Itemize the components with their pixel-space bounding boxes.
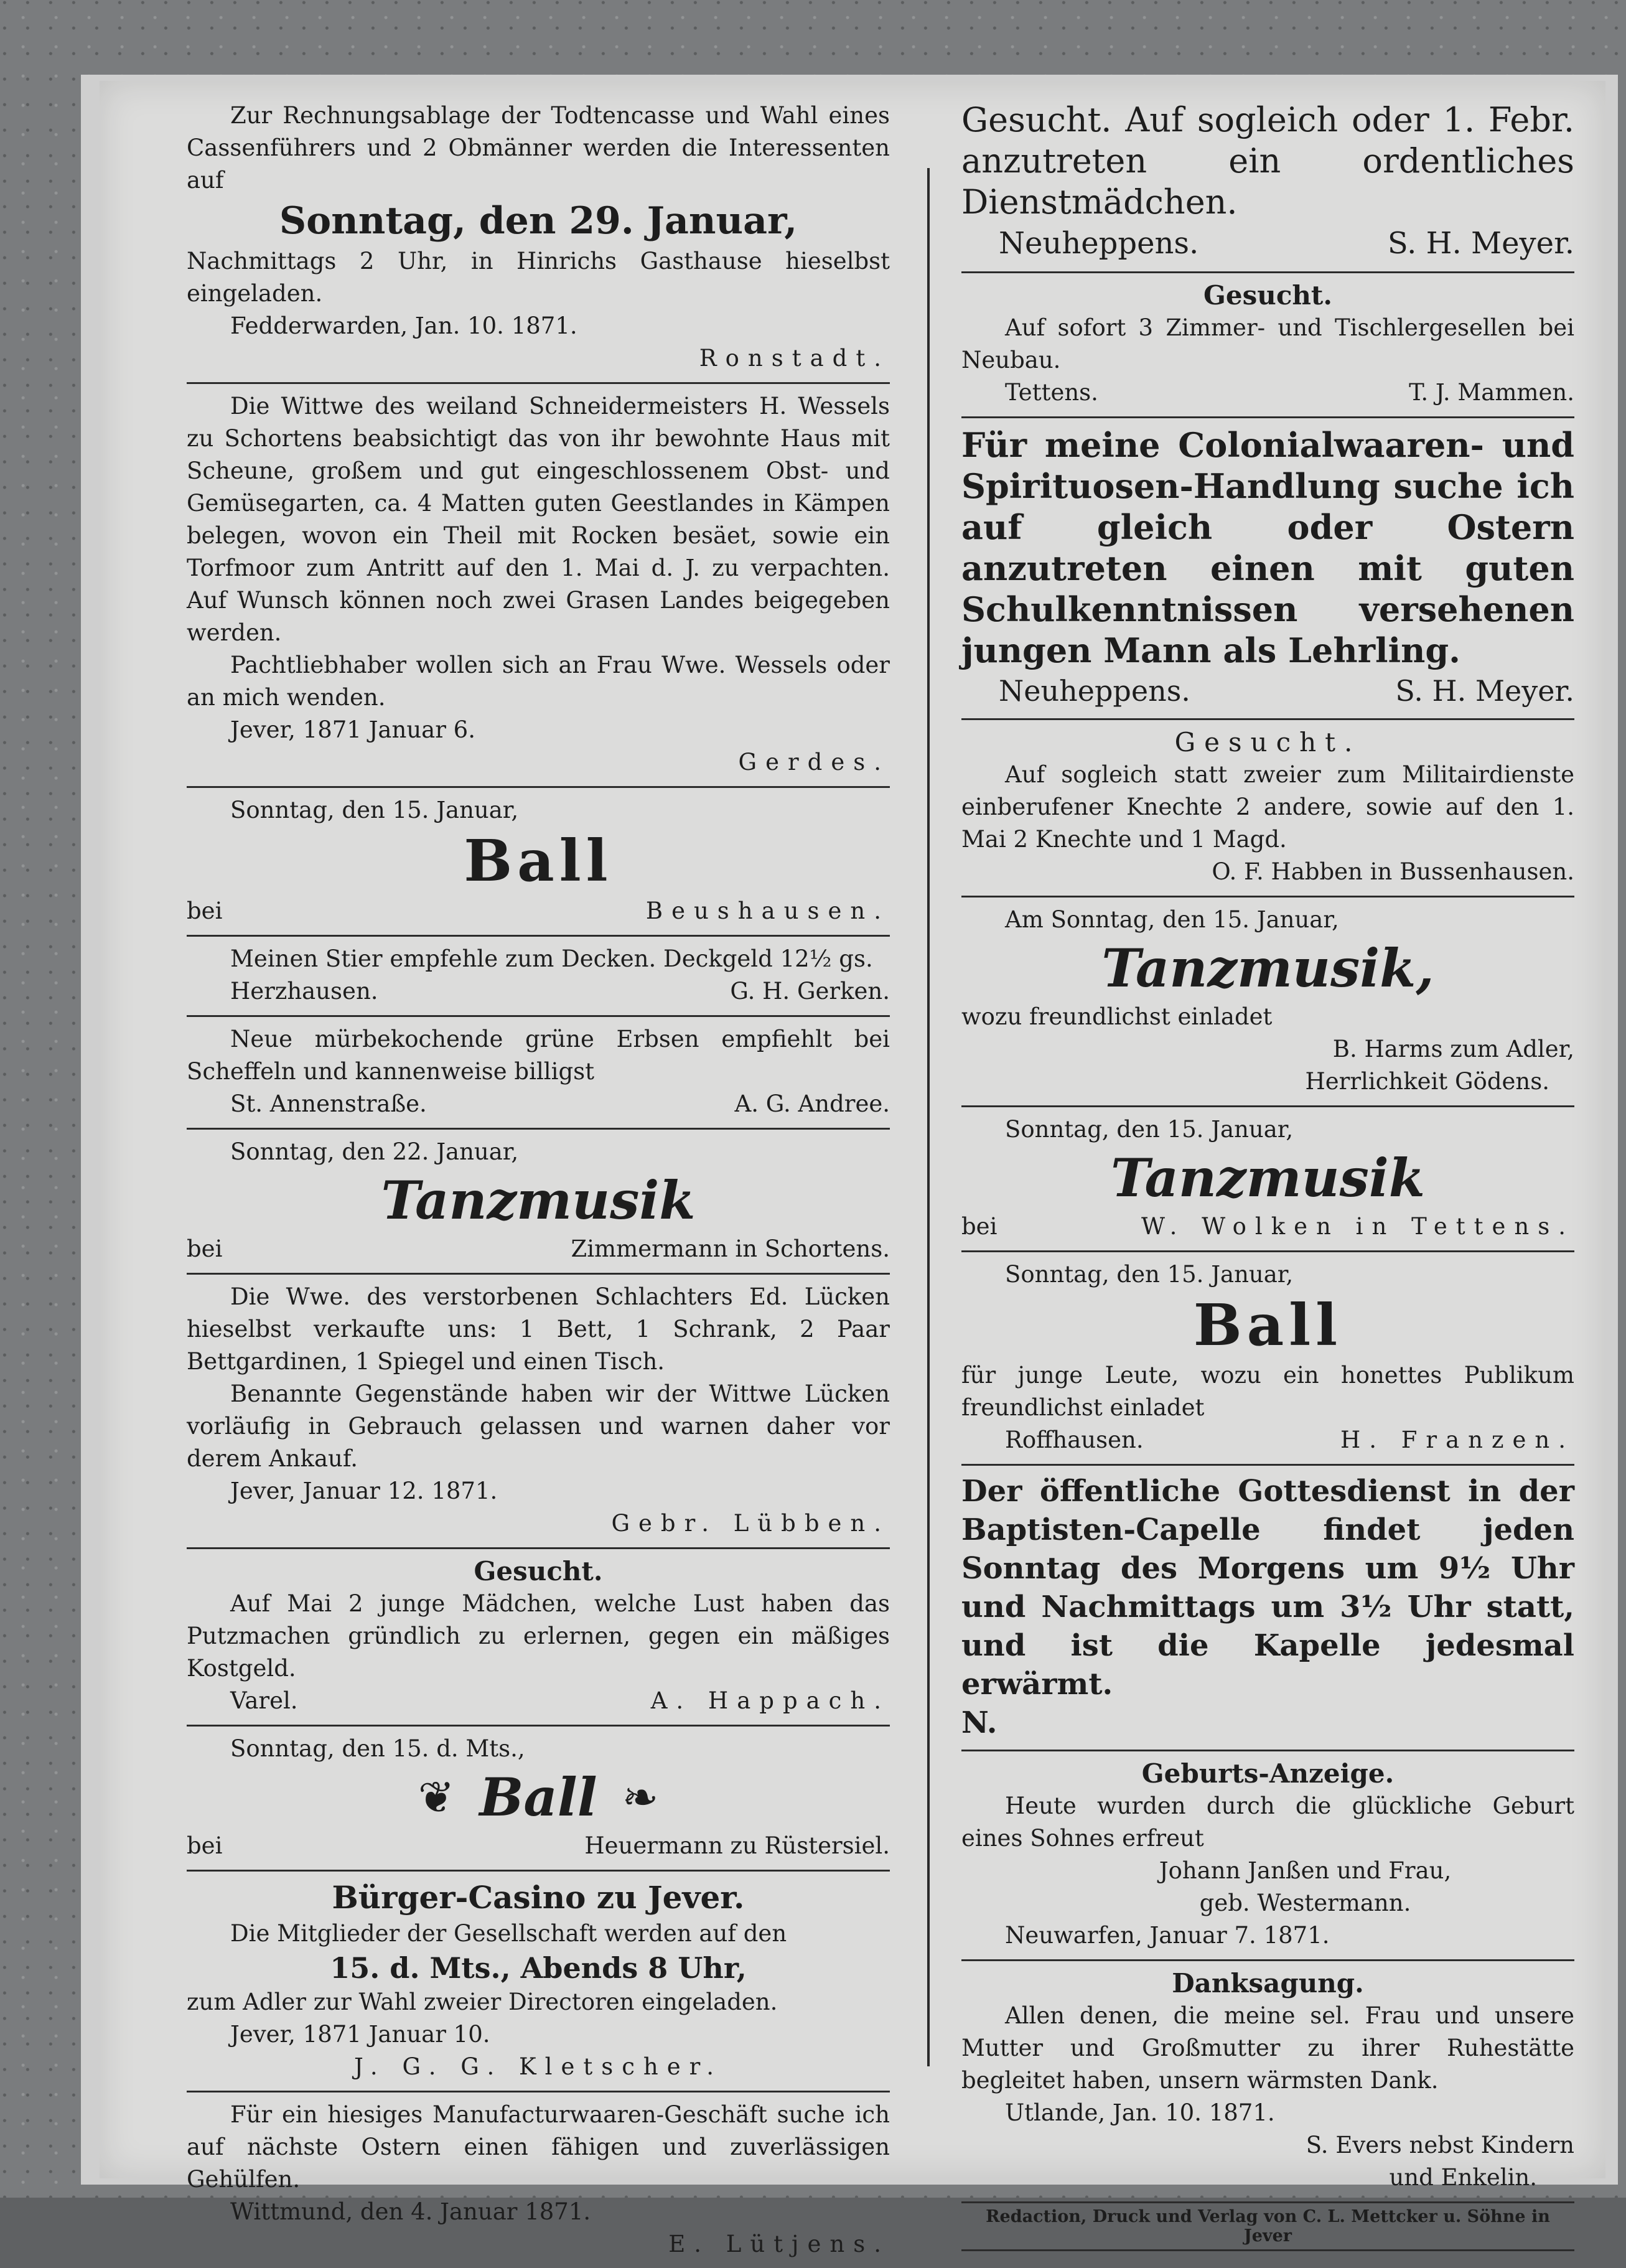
- ad-text: Neue mürbekochende grüne Erbsen empfiehlt bei Scheffeln und kannenweise billigst: [187, 1026, 890, 1085]
- signature: S. Evers nebst Kindern: [1306, 2132, 1574, 2158]
- ad-text: Pachtliebhaber wollen sich an Frau Wwe. Wessels oder an mich wenden.: [187, 652, 890, 711]
- place-signature-row: [961, 377, 1574, 409]
- signature: A. Happach.: [650, 1687, 890, 1714]
- ad-erbsen: [187, 1015, 890, 1128]
- place-signature-row: [961, 671, 1574, 711]
- signature: Gebr. Lübben.: [611, 1510, 890, 1537]
- signature-line-2: Herrlichkeit Gödens.: [1305, 1068, 1549, 1095]
- signature: E. Lütjens.: [668, 2231, 890, 2257]
- ad-text: Allen denen, die meine sel. Frau und unsere Mutter und Großmutter zu ihrer Ruhestätte begleitet haben, unsern wärmsten Dank.: [961, 2002, 1574, 2094]
- bei-label: bei: [961, 1213, 998, 1240]
- ad-todtencasse: [187, 93, 890, 382]
- event-host: Beushausen.: [645, 897, 890, 924]
- event-date: 15. d. Mts., Abends 8 Uhr,: [330, 1951, 747, 1985]
- left-flourish-icon: ❦: [418, 1772, 455, 1823]
- ad-geburts-anzeige: [961, 1750, 1574, 1959]
- place: Herzhausen.: [230, 978, 378, 1005]
- place-signature-row: [187, 975, 890, 1008]
- place-date: Jever, Januar 12. 1871.: [230, 1478, 498, 1504]
- signature: N.: [961, 1705, 998, 1740]
- signature: A. G. Andree.: [734, 1090, 890, 1117]
- event-host-row: [187, 895, 890, 927]
- right-flourish-icon: ❧: [622, 1772, 659, 1823]
- ad-gesucht-maedchen: [187, 1547, 890, 1725]
- imprint-footer: Redaction, Druck und Verlag von C. L. Mettcker u. Söhne in Jever: [961, 2201, 1574, 2251]
- event-title: Tanzmusik: [1110, 1147, 1426, 1209]
- event-host-row: [187, 1233, 890, 1265]
- place: Roffhausen.: [1005, 1427, 1144, 1453]
- place-signature-row: [187, 1088, 890, 1120]
- place: Varel.: [230, 1687, 298, 1714]
- event-title: Tanzmusik: [381, 1169, 696, 1231]
- event-date: Am Sonntag, den 15. Januar,: [1005, 906, 1339, 933]
- ad-gesellen: [961, 271, 1574, 416]
- ad-text: Die Wittwe des weiland Schneidermeisters H. Wessels zu Schortens beabsichtigt das von ihr bewohnte Haus mit Scheune, großem und gut eingeschlossenem Obst- und Gemüsegarten, ca. 4 Matten guten Geestlandes in Kämpen belegen, wovon ein Theil mit Rocken besäet, sowie ein Torfmoor zum Antritt auf den 1. Mai d. J. zu verpachten. Auf Wunsch können noch zwei Grasen Landes beigegeben werden.: [187, 393, 890, 646]
- signature-line-2: und Enkelin.: [1389, 2164, 1537, 2191]
- place-date: Neuwarfen, Januar 7. 1871.: [1005, 1922, 1330, 1949]
- ad-danksagung: [961, 1959, 1574, 2201]
- bei-label: bei: [187, 1832, 223, 1859]
- signature: S. H. Meyer.: [1387, 226, 1574, 261]
- event-title: Ball: [479, 1766, 597, 1828]
- ad-tanzmusik-harms: [961, 896, 1574, 1105]
- ad-text: Auf sogleich statt zweier zum Militairdienste einberufener Knechte 2 andere, sowie auf den 1. Mai 2 Knechte und 1 Magd.: [961, 761, 1574, 853]
- ad-text: Meinen Stier empfehle zum Decken. Deckgeld 12½ gs.: [230, 945, 873, 972]
- ad-tanzmusik-zimmermann: [187, 1128, 890, 1273]
- place-date: Wittmund, den 4. Januar 1871.: [230, 2198, 591, 2225]
- signature-line-2: geb. Westermann.: [1199, 1890, 1411, 1916]
- event-date: Sonntag, den 15. d. Mts.,: [230, 1735, 525, 1762]
- event-host: Heuermann zu Rüstersiel.: [584, 1832, 890, 1859]
- ad-ball-heuermann: [187, 1725, 890, 1870]
- ad-heading: Gesucht.: [474, 1556, 603, 1586]
- ad-stier: [187, 935, 890, 1015]
- event-date: Sonntag, den 15. Januar,: [230, 797, 519, 823]
- signature: S. H. Meyer.: [1395, 674, 1574, 708]
- event-host: W. Wolken in Tettens.: [1141, 1213, 1574, 1240]
- ad-tanzmusik-wolken: [961, 1105, 1574, 1250]
- place-signature-row: [961, 1424, 1574, 1456]
- ad-text: wozu freundlichst einladet: [961, 1003, 1273, 1030]
- signature: T. J. Mammen.: [1409, 379, 1574, 406]
- event-title: Ball: [1193, 1291, 1343, 1359]
- event-title: Tanzmusik,: [1101, 937, 1434, 999]
- ornamented-title: [187, 1765, 890, 1830]
- place: St. Annenstraße.: [230, 1090, 427, 1117]
- ad-heading: Danksagung.: [1172, 1968, 1364, 1999]
- column-divider: [927, 168, 930, 2066]
- ad-lehrling: [961, 416, 1574, 718]
- place-signature-row: [187, 1685, 890, 1717]
- event-host: Zimmermann in Schortens.: [571, 1235, 890, 1262]
- ad-gehuelfe: [187, 2091, 890, 2268]
- event-date: Sonntag, den 22. Januar,: [230, 1138, 519, 1165]
- signature: Johann Janßen und Frau,: [1159, 1857, 1452, 1884]
- signature: G. H. Gerken.: [730, 978, 890, 1005]
- ad-buerger-casino: [187, 1870, 890, 2091]
- ad-text: Gesucht. Auf sogleich oder 1. Febr. anzutreten ein ordentliches Dienstmädchen.: [961, 100, 1574, 222]
- ad-heading: Gesucht.: [1203, 280, 1332, 311]
- event-date: Sonntag, den 15. Januar,: [1005, 1116, 1294, 1143]
- ad-text: Heute wurden durch die glückliche Geburt eines Sohnes erfreut: [961, 1792, 1574, 1852]
- ad-text: Die Mitglieder der Gesellschaft werden auf den: [230, 1920, 787, 1947]
- place: Tettens.: [1005, 379, 1098, 406]
- place-signature-row: [961, 223, 1574, 264]
- ad-ball-beushausen: [187, 786, 890, 935]
- ad-heading: Gesucht.: [1174, 727, 1362, 757]
- signature: B. Harms zum Adler,: [1332, 1036, 1574, 1062]
- ad-text: für junge Leute, wozu ein honettes Publikum freundlichst einladet: [961, 1362, 1574, 1421]
- right-column: [961, 93, 1574, 2251]
- signature: J. G. G. Kletscher.: [353, 2053, 723, 2080]
- event-title: Ball: [464, 827, 613, 894]
- ad-text: Für meine Colonialwaaren- und Spirituosen-Handlung suche ich auf gleich oder Ostern anzutreten einen mit guten Schulkenntnissen versehenen jungen Mann als Lehrling.: [961, 425, 1574, 670]
- ad-date: Sonntag, den 29. Januar,: [279, 199, 798, 243]
- signature: Gerdes.: [738, 749, 890, 776]
- place-date: Utlande, Jan. 10. 1871.: [1005, 2099, 1275, 2126]
- left-column: [187, 93, 890, 2268]
- ad-text: Der öffentliche Gottesdienst in der Baptisten-Capelle findet jeden Sonntag des Morgens um 9½ Uhr und Nachmittags um 3½ Uhr statt, und ist die Kapelle jedesmal erwärmt.: [961, 1474, 1574, 1702]
- ad-text: Für ein hiesiges Manufacturwaaren-Geschäft suche ich auf nächste Ostern einen fähigen und zuverlässigen Gehülfen.: [187, 2101, 890, 2193]
- place: Neuheppens.: [999, 226, 1199, 261]
- ad-ball-franzen: [961, 1250, 1574, 1464]
- ad-heading: Bürger-Casino zu Jever.: [332, 1879, 745, 1916]
- ad-text: Auf Mai 2 junge Mädchen, welche Lust haben das Putzmachen gründlich zu erlernen, gegen ein mäßiges Kostgeld.: [187, 1590, 890, 1682]
- place-date: Jever, 1871 Januar 10.: [230, 2021, 490, 2048]
- ad-wessels-lease: [187, 382, 890, 786]
- ad-text: Auf sofort 3 Zimmer- und Tischlergesellen bei Neubau.: [961, 314, 1574, 373]
- bei-label: bei: [187, 1235, 223, 1262]
- event-host-row: [187, 1830, 890, 1862]
- bei-label: bei: [187, 897, 223, 924]
- event-host-row: [961, 1211, 1574, 1243]
- place-date: Fedderwarden, Jan. 10. 1871.: [230, 312, 577, 339]
- ad-luebben-warning: [187, 1273, 890, 1547]
- ad-heading: Geburts-Anzeige.: [1141, 1758, 1395, 1789]
- ad-text: Benannte Gegenstände haben wir der Wittwe Lücken vorläufig in Gebrauch gelassen und warnen daher vor derem Ankauf.: [187, 1380, 890, 1472]
- event-date: Sonntag, den 15. Januar,: [1005, 1261, 1294, 1288]
- signature: O. F. Habben in Bussenhausen.: [1212, 858, 1574, 885]
- place-date: Jever, 1871 Januar 6.: [230, 716, 475, 743]
- ad-text: Zur Rechnungsablage der Todtencasse und Wahl eines Cassenführers und 2 Obmänner werden die Interessenten auf: [187, 102, 890, 194]
- ad-text: Nachmittags 2 Uhr, in Hinrichs Gasthause hieselbst eingeladen.: [187, 248, 890, 307]
- ad-text: Die Wwe. des verstorbenen Schlachters Ed. Lücken hieselbst verkaufte uns: 1 Bett, 1 Schrank, 2 Paar Bettgardinen, 1 Spiegel und einen Tisch.: [187, 1283, 890, 1375]
- ad-dienstmaedchen: [961, 93, 1574, 271]
- ad-baptisten-capelle: [961, 1464, 1574, 1750]
- ad-knechte: [961, 718, 1574, 896]
- signature: Ronstadt.: [699, 345, 890, 372]
- signature: H. Franzen.: [1340, 1427, 1574, 1453]
- place: Neuheppens.: [999, 674, 1190, 708]
- ad-text: zum Adler zur Wahl zweier Directoren eingeladen.: [187, 1989, 778, 2015]
